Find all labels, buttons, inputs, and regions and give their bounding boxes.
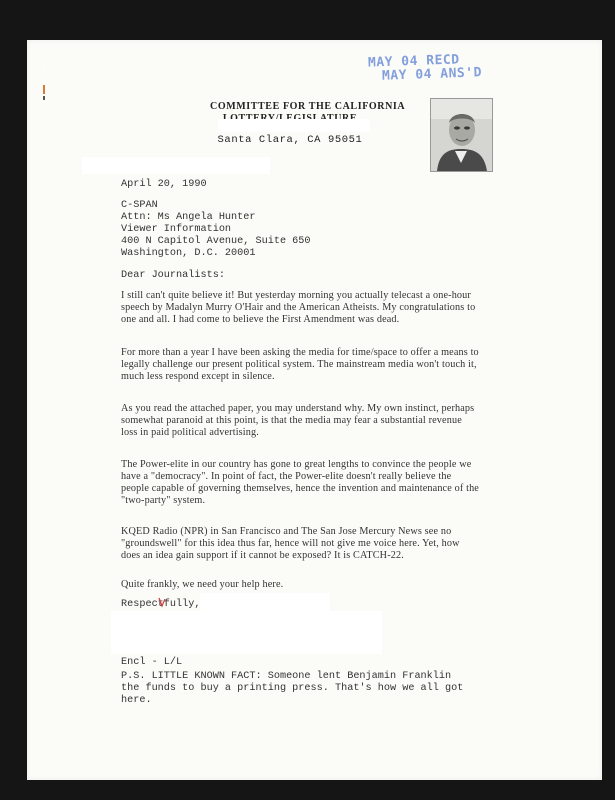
- received-stamp-line1: MAY 04 RECD: [367, 52, 460, 71]
- redaction-box: [218, 119, 370, 132]
- portrait-photo: [430, 98, 493, 172]
- postscript: P.S. LITTLE KNOWN FACT: Someone lent Benjamin Franklin the funds to buy a printing press. That's how we all got here.: [121, 671, 464, 707]
- letter-date: April 20, 1990: [121, 179, 207, 190]
- recipient-line: C-SPAN: [121, 200, 158, 211]
- body-paragraph: Quite frankly, we need your help here.: [121, 579, 284, 590]
- closing: Respectfully,: [121, 599, 201, 610]
- body-paragraph: The Power-elite in our country has gone to great lengths to convince the people we have a "democracy". In point of fact, the Power-elite doesn't really believe the people capable of governing themselves, hence the invention and maintenance of the "two-party" system.: [121, 459, 479, 507]
- portrait-image: [431, 99, 492, 171]
- letterhead-org-line1: COMMITTEE FOR THE CALIFORNIA: [210, 101, 406, 112]
- body-paragraph: KQED Radio (NPR) in San Francisco and The San Jose Mercury News see no "groundswell" for this idea thus far, hence will not give me voice here. Yet, how does an idea gain support if it cannot be exposed? It is CATCH-22.: [121, 526, 460, 562]
- redaction-box: [200, 593, 330, 611]
- recipient-line: Washington, D.C. 20001: [121, 248, 256, 259]
- redaction-box: [82, 157, 270, 174]
- recipient-line: Attn: Ms Angela Hunter: [121, 212, 256, 223]
- recipient-line: 400 N Capitol Avenue, Suite 650: [121, 236, 311, 247]
- signature-redaction: [111, 611, 382, 654]
- body-paragraph: As you read the attached paper, you may understand why. My own instinct, perhaps somewhat paranoid at this point, is that the media may fear a substantial revenue loss in paid political advertising.: [121, 403, 475, 439]
- enclosure-line: Encl - L/L: [121, 657, 183, 668]
- margin-mark: [43, 85, 45, 94]
- recipient-line: Viewer Information: [121, 224, 232, 235]
- red-check-mark: [157, 596, 167, 608]
- body-paragraph: For more than a year I have been asking the media for time/space to offer a means to legally challenge our present political system. The mainstream media won't touch it, much less respond except in silence.: [121, 347, 479, 383]
- salutation: Dear Journalists:: [121, 270, 225, 281]
- letterhead-city: Santa Clara, CA 95051: [217, 134, 363, 146]
- margin-mark: [43, 66, 45, 68]
- margin-mark: [43, 96, 45, 100]
- received-stamp-line2: MAY 04 ANS'D: [381, 65, 483, 84]
- body-paragraph: I still can't quite believe it! But yesterday morning you actually telecast a one-hour speech by Madalyn Murry O'Hair and the American Atheists. My congratulations to one and all. I had come to believe the First Amendment was dead.: [121, 290, 476, 326]
